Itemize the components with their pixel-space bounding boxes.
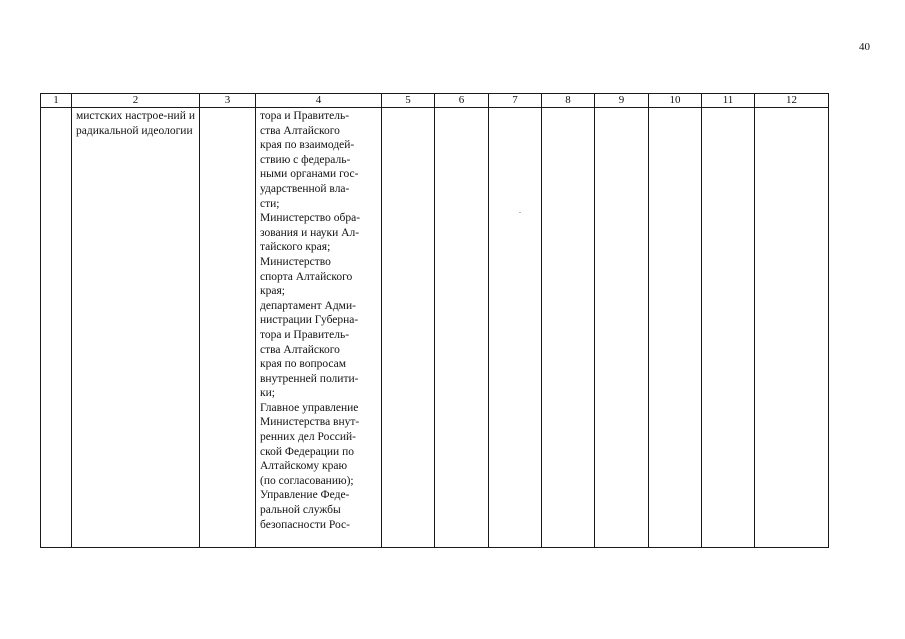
col4-line: безопасности Рос- (260, 518, 350, 531)
col4-line: зования и науки Ал- (260, 226, 360, 239)
column-header-9: 9 (595, 94, 649, 108)
cell-col-10 (649, 108, 702, 548)
cell-col-9 (595, 108, 649, 548)
column-header-10: 10 (649, 94, 702, 108)
page-number: 40 (859, 41, 870, 53)
col4-line: ными органами гос- (260, 168, 359, 181)
column-header-2: 2 (72, 94, 200, 108)
col4-line: Главное управление (260, 401, 359, 414)
cell-col-8 (542, 108, 595, 548)
cell-col-2-text: мистских настрое-ний и радикальной идеологии (76, 110, 195, 137)
cell-col-1 (41, 108, 72, 548)
col4-line: Управление Феде- (260, 489, 350, 502)
column-header-6: 6 (435, 94, 489, 108)
col4-line: ренних дел Россий- (260, 431, 357, 444)
col4-line: Министерство (260, 255, 331, 268)
col4-line: Министерство обра- (260, 212, 361, 225)
col4-line: края; (260, 285, 285, 298)
col4-line: внутренней полити- (260, 372, 359, 385)
col4-line: сти; (260, 197, 280, 210)
col4-line: края по вопросам (260, 358, 347, 371)
column-header-7: 7 (489, 94, 542, 108)
cell-col-3 (200, 108, 256, 548)
col4-line: ства Алтайского (260, 343, 340, 356)
cell-col-2 (72, 108, 200, 548)
col4-line: Министерства внут- (260, 416, 360, 429)
column-header-8: 8 (542, 94, 595, 108)
col4-line: (по согласованию); (260, 474, 354, 487)
column-header-4: 4 (256, 94, 382, 108)
header-row (41, 94, 829, 108)
col4-line: ства Алтайского (260, 124, 340, 137)
scan-speck (519, 212, 521, 213)
cell-col-7 (489, 108, 542, 548)
cell-col-4 (256, 108, 382, 548)
cell-col-6 (435, 108, 489, 548)
column-header-3: 3 (200, 94, 256, 108)
col4-line: спорта Алтайского (260, 270, 353, 283)
col4-line: тора и Правитель- (260, 328, 350, 341)
col4-line: ударственной вла- (260, 182, 350, 195)
column-header-11: 11 (702, 94, 755, 108)
col4-line: ствию с федераль- (260, 153, 351, 166)
col4-line: ки; (260, 387, 275, 400)
cell-col-4-text (256, 108, 381, 532)
cell-col-11 (702, 108, 755, 548)
document-table (40, 93, 829, 548)
col4-line: тора и Правитель- (260, 110, 350, 122)
col4-line: департамент Адми- (260, 299, 356, 312)
col4-line: края по взаимодей- (260, 139, 355, 152)
col4-line: ральной службы (260, 504, 341, 517)
col4-line: Алтайскому краю (260, 460, 348, 473)
col4-line: ской Федерации по (260, 445, 354, 458)
cell-col-12 (755, 108, 829, 548)
column-header-5: 5 (382, 94, 435, 108)
table-row (41, 108, 829, 548)
col4-line: тайского края; (260, 241, 331, 254)
cell-col-5 (382, 108, 435, 548)
col4-line: нистрации Губерна- (260, 314, 359, 327)
column-header-1: 1 (41, 94, 72, 108)
column-header-12: 12 (755, 94, 829, 108)
